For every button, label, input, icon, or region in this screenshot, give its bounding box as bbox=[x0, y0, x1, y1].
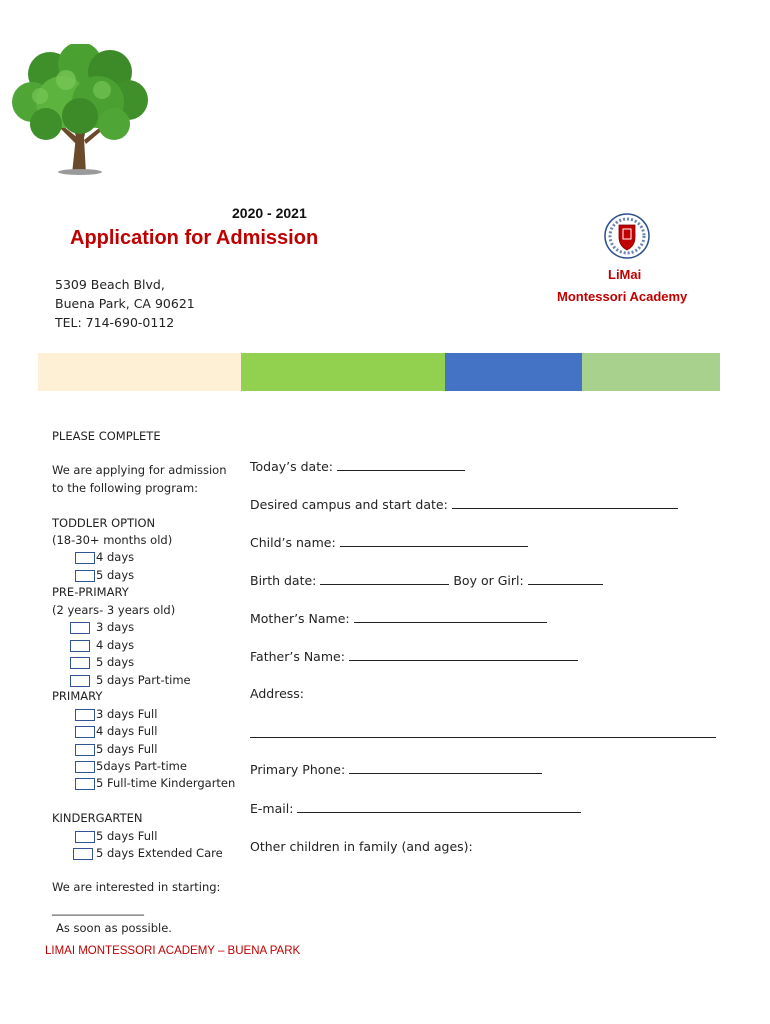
birth-date-label: Birth date: bbox=[250, 573, 317, 588]
father-name-input[interactable] bbox=[349, 649, 578, 661]
toddler-option-4-days[interactable]: 4 days bbox=[75, 550, 134, 564]
checkbox[interactable] bbox=[75, 778, 95, 790]
primary-option-kindergarten[interactable]: 5 Full-time Kindergarten bbox=[75, 776, 235, 790]
toddler-option-5-days[interactable]: 5 days bbox=[75, 568, 134, 582]
checkbox[interactable] bbox=[70, 675, 90, 687]
checkbox[interactable] bbox=[75, 744, 95, 756]
mother-name-field bbox=[250, 611, 547, 626]
checkbox[interactable] bbox=[75, 709, 95, 721]
child-name-label: Child’s name: bbox=[250, 535, 336, 550]
checkbox[interactable] bbox=[70, 622, 90, 634]
primary-option-part-time[interactable]: 5days Part-time bbox=[75, 759, 187, 773]
campus-label: Desired campus and start date: bbox=[250, 497, 448, 512]
toddler-age: (18-30+ months old) bbox=[52, 533, 173, 547]
primary-option-3-days-full[interactable]: 3 days Full bbox=[75, 707, 157, 721]
primary-heading: PRIMARY bbox=[52, 689, 103, 703]
preprimary-heading: PRE-PRIMARY bbox=[52, 585, 129, 599]
checkbox[interactable] bbox=[73, 848, 93, 860]
checkbox[interactable] bbox=[70, 640, 90, 652]
please-complete-label: PLEASE COMPLETE bbox=[52, 429, 161, 443]
checkbox[interactable] bbox=[75, 726, 95, 738]
checkbox[interactable] bbox=[75, 831, 95, 843]
preprimary-option-part-time[interactable]: 5 days Part-time bbox=[70, 673, 191, 687]
email-field bbox=[250, 801, 581, 816]
start-date-blank[interactable]: ________________ bbox=[52, 902, 144, 916]
brand-subtitle: Montessori Academy bbox=[557, 289, 688, 304]
child-name-field bbox=[250, 535, 528, 550]
address-input-line[interactable] bbox=[250, 737, 716, 738]
todays-date-input[interactable] bbox=[337, 459, 465, 471]
father-name-field bbox=[250, 649, 578, 664]
other-children-label: Other children in family (and ages): bbox=[250, 839, 473, 854]
mother-name-label: Mother’s Name: bbox=[250, 611, 350, 626]
primary-phone-input[interactable] bbox=[349, 762, 542, 774]
checkbox[interactable] bbox=[75, 552, 95, 564]
footer-text: LIMAI MONTESSORI ACADEMY – BUENA PARK bbox=[45, 945, 301, 957]
applying-text-1: We are applying for admission bbox=[52, 463, 227, 477]
applying-text-2: to the following program: bbox=[52, 481, 199, 495]
toddler-heading: TODDLER OPTION bbox=[52, 516, 156, 530]
primary-option-4-days-full[interactable]: 4 days Full bbox=[75, 724, 157, 738]
color-bar-segment-3 bbox=[445, 353, 582, 391]
preprimary-age: (2 years- 3 years old) bbox=[52, 603, 176, 617]
child-name-input[interactable] bbox=[340, 535, 528, 547]
checkbox[interactable] bbox=[75, 761, 95, 773]
primary-phone-field bbox=[250, 762, 542, 777]
checkbox[interactable] bbox=[70, 657, 90, 669]
email-input[interactable] bbox=[297, 801, 581, 813]
boy-girl-input[interactable] bbox=[528, 573, 603, 585]
preprimary-option-3-days[interactable]: 3 days bbox=[70, 620, 134, 634]
primary-phone-label: Primary Phone: bbox=[250, 762, 346, 777]
kindergarten-heading: KINDERGARTEN bbox=[52, 811, 143, 825]
primary-option-5-days-full[interactable]: 5 days Full bbox=[75, 742, 157, 756]
interested-label: We are interested in starting: bbox=[52, 880, 221, 894]
birth-date-field bbox=[250, 573, 603, 588]
page-title: Application for Admission bbox=[70, 227, 319, 249]
brand-name: LiMai bbox=[608, 267, 642, 282]
checkbox[interactable] bbox=[75, 570, 95, 582]
todays-date-label: Today’s date: bbox=[250, 459, 334, 474]
asap-text: As soon as possible. bbox=[56, 921, 172, 935]
campus-field bbox=[250, 497, 678, 512]
color-bar-segment-4 bbox=[582, 353, 720, 391]
color-bar-segment-1 bbox=[38, 353, 241, 391]
color-bar-segment-2 bbox=[241, 353, 445, 391]
boy-girl-label: Boy or Girl: bbox=[453, 573, 524, 588]
tree-logo-icon bbox=[10, 44, 150, 176]
address-label: Address: bbox=[250, 686, 304, 701]
todays-date-field bbox=[250, 459, 465, 474]
mother-name-input[interactable] bbox=[354, 611, 547, 623]
address-line-1: 5309 Beach Blvd, bbox=[55, 277, 165, 292]
email-label: E-mail: bbox=[250, 801, 294, 816]
school-year: 2020 - 2021 bbox=[232, 205, 307, 221]
address-line-2: Buena Park, CA 90621 bbox=[55, 296, 195, 311]
preprimary-option-5-days[interactable]: 5 days bbox=[70, 655, 134, 669]
preprimary-option-4-days[interactable]: 4 days bbox=[70, 638, 134, 652]
campus-input[interactable] bbox=[452, 497, 678, 509]
kindergarten-option-extended[interactable]: 5 days Extended Care bbox=[73, 846, 223, 860]
father-name-label: Father’s Name: bbox=[250, 649, 345, 664]
academy-seal-icon bbox=[604, 213, 650, 259]
phone-number: TEL: 714-690-0112 bbox=[55, 315, 175, 330]
kindergarten-option-5-days-full[interactable]: 5 days Full bbox=[75, 829, 157, 843]
birth-date-input[interactable] bbox=[320, 573, 449, 585]
